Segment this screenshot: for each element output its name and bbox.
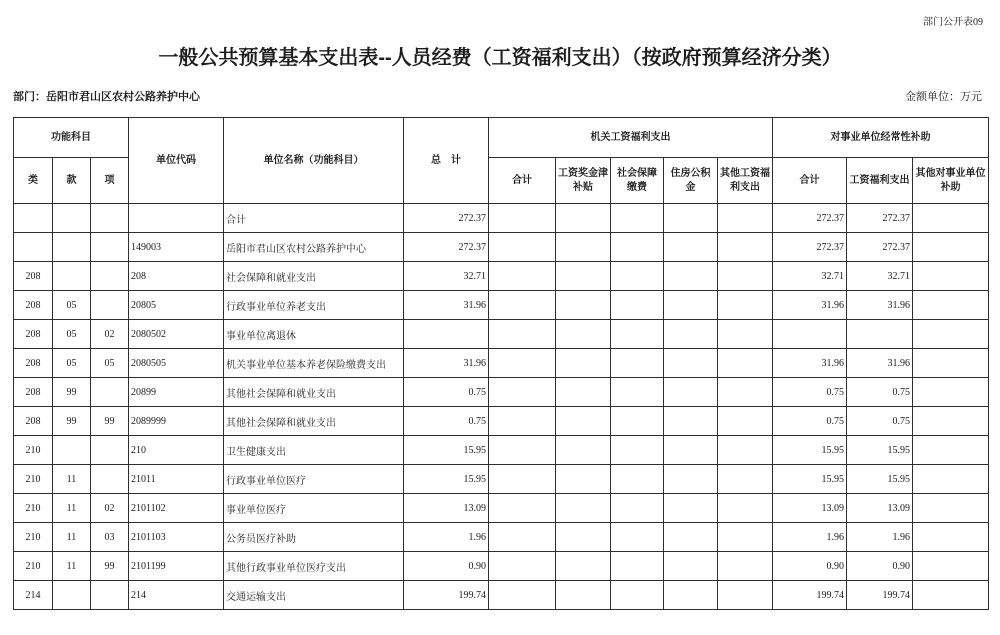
header-unit-name: 单位名称（功能科目）	[224, 118, 404, 204]
cell-org-3	[664, 378, 718, 407]
cell-inst-1: 13.09	[847, 494, 913, 523]
table-body	[14, 204, 989, 610]
cell-item-code	[91, 465, 129, 494]
cell-item-code: 02	[91, 494, 129, 523]
cell-item-code: 02	[91, 320, 129, 349]
cell-org-2	[611, 523, 664, 552]
page-title: 一般公共预算基本支出表--人员经费（工资福利支出）（按政府预算经济分类）	[158, 47, 842, 69]
header-section: 款	[53, 158, 91, 204]
cell-class-code	[14, 233, 53, 262]
table-row	[14, 233, 989, 262]
cell-inst-0: 272.37	[773, 204, 847, 233]
cell-unit-name: 公务员医疗补助	[224, 523, 404, 552]
header-inst-wage-welfare: 工资福利支出	[847, 158, 913, 204]
budget-table	[13, 117, 989, 610]
cell-class-code: 208	[14, 349, 53, 378]
cell-class-code	[14, 204, 53, 233]
cell-unit-code: 2101103	[129, 523, 224, 552]
cell-unit-code: 214	[129, 581, 224, 610]
cell-inst-1: 0.90	[847, 552, 913, 581]
cell-inst-2	[913, 436, 989, 465]
table-row	[14, 204, 989, 233]
cell-unit-code: 2080505	[129, 349, 224, 378]
cell-unit-name: 社会保障和就业支出	[224, 262, 404, 291]
cell-org-1	[556, 233, 611, 262]
cell-org-2	[611, 552, 664, 581]
cell-total: 15.95	[404, 436, 489, 465]
cell-org-3	[664, 291, 718, 320]
cell-inst-2	[913, 407, 989, 436]
cell-org-0	[489, 581, 556, 610]
cell-org-2	[611, 233, 664, 262]
cell-org-0	[489, 204, 556, 233]
cell-unit-name: 卫生健康支出	[224, 436, 404, 465]
header-class: 类	[14, 158, 53, 204]
cell-unit-name: 合计	[224, 204, 404, 233]
cell-total: 272.37	[404, 233, 489, 262]
table-row	[14, 262, 989, 291]
cell-unit-name: 机关事业单位基本养老保险缴费支出	[224, 349, 404, 378]
cell-inst-1: 199.74	[847, 581, 913, 610]
cell-item-code: 99	[91, 552, 129, 581]
cell-section-code: 11	[53, 494, 91, 523]
cell-org-1	[556, 523, 611, 552]
header-org-group: 机关工资福利支出	[489, 118, 773, 158]
cell-class-code: 210	[14, 436, 53, 465]
meta-row	[13, 88, 982, 104]
cell-inst-0: 199.74	[773, 581, 847, 610]
cell-unit-name: 事业单位离退休	[224, 320, 404, 349]
cell-org-4	[718, 494, 773, 523]
cell-unit-code: 2089999	[129, 407, 224, 436]
cell-org-0	[489, 436, 556, 465]
cell-total: 199.74	[404, 581, 489, 610]
cell-org-1	[556, 407, 611, 436]
cell-inst-2	[913, 233, 989, 262]
cell-inst-0: 31.96	[773, 349, 847, 378]
cell-class-code: 210	[14, 552, 53, 581]
cell-org-1	[556, 494, 611, 523]
header-total: 总 计	[404, 118, 489, 204]
table-row	[14, 523, 989, 552]
cell-org-4	[718, 320, 773, 349]
cell-inst-1: 32.71	[847, 262, 913, 291]
cell-org-4	[718, 523, 773, 552]
cell-section-code: 05	[53, 291, 91, 320]
table-row	[14, 291, 989, 320]
cell-org-4	[718, 581, 773, 610]
cell-org-3	[664, 523, 718, 552]
cell-org-1	[556, 291, 611, 320]
cell-org-3	[664, 262, 718, 291]
cell-class-code: 208	[14, 262, 53, 291]
cell-org-4	[718, 407, 773, 436]
cell-org-4	[718, 204, 773, 233]
cell-unit-name: 其他社会保障和就业支出	[224, 407, 404, 436]
cell-org-2	[611, 262, 664, 291]
department-label: 部门：岳阳市君山区农村公路养护中心	[13, 91, 200, 103]
cell-org-4	[718, 349, 773, 378]
cell-org-1	[556, 349, 611, 378]
cell-unit-code: 2101102	[129, 494, 224, 523]
cell-total: 0.75	[404, 378, 489, 407]
cell-inst-2	[913, 262, 989, 291]
cell-class-code: 210	[14, 465, 53, 494]
cell-unit-code	[129, 204, 224, 233]
cell-inst-1: 15.95	[847, 465, 913, 494]
cell-unit-name: 行政事业单位医疗	[224, 465, 404, 494]
cell-total: 32.71	[404, 262, 489, 291]
header-inst-group: 对事业单位经常性补助	[773, 118, 989, 158]
header-org-subtotal: 合计	[489, 158, 556, 204]
table-row	[14, 320, 989, 349]
cell-org-4	[718, 262, 773, 291]
cell-section-code: 05	[53, 349, 91, 378]
cell-org-4	[718, 378, 773, 407]
cell-org-4	[718, 233, 773, 262]
cell-inst-0: 13.09	[773, 494, 847, 523]
cell-item-code	[91, 262, 129, 291]
cell-inst-0: 0.90	[773, 552, 847, 581]
cell-inst-0: 0.75	[773, 378, 847, 407]
cell-org-0	[489, 552, 556, 581]
cell-item-code	[91, 291, 129, 320]
cell-inst-1	[847, 320, 913, 349]
cell-org-0	[489, 407, 556, 436]
cell-item-code: 99	[91, 407, 129, 436]
cell-org-2	[611, 494, 664, 523]
cell-inst-2	[913, 552, 989, 581]
cell-inst-1: 1.96	[847, 523, 913, 552]
cell-item-code	[91, 233, 129, 262]
cell-org-3	[664, 349, 718, 378]
cell-section-code	[53, 581, 91, 610]
cell-inst-0: 15.95	[773, 465, 847, 494]
cell-inst-0: 32.71	[773, 262, 847, 291]
cell-inst-2	[913, 349, 989, 378]
cell-total: 1.96	[404, 523, 489, 552]
cell-inst-2	[913, 378, 989, 407]
cell-org-1	[556, 378, 611, 407]
cell-inst-1: 15.95	[847, 436, 913, 465]
cell-org-1	[556, 552, 611, 581]
cell-org-3	[664, 465, 718, 494]
cell-item-code	[91, 378, 129, 407]
cell-unit-name: 岳阳市君山区农村公路养护中心	[224, 233, 404, 262]
cell-inst-0: 272.37	[773, 233, 847, 262]
cell-org-3	[664, 581, 718, 610]
cell-total: 15.95	[404, 465, 489, 494]
cell-org-2	[611, 465, 664, 494]
cell-unit-name: 其他社会保障和就业支出	[224, 378, 404, 407]
cell-org-0	[489, 262, 556, 291]
cell-org-3	[664, 494, 718, 523]
cell-inst-0	[773, 320, 847, 349]
cell-inst-0: 31.96	[773, 291, 847, 320]
cell-org-2	[611, 291, 664, 320]
header-func-subject: 功能科目	[14, 118, 129, 158]
cell-org-0	[489, 349, 556, 378]
cell-org-4	[718, 436, 773, 465]
cell-unit-name: 其他行政事业单位医疗支出	[224, 552, 404, 581]
cell-section-code	[53, 262, 91, 291]
cell-inst-1: 0.75	[847, 407, 913, 436]
cell-class-code: 214	[14, 581, 53, 610]
cell-class-code: 210	[14, 523, 53, 552]
cell-org-0	[489, 320, 556, 349]
cell-org-0	[489, 465, 556, 494]
cell-inst-2	[913, 291, 989, 320]
cell-section-code: 11	[53, 523, 91, 552]
cell-item-code: 03	[91, 523, 129, 552]
cell-org-0	[489, 494, 556, 523]
cell-inst-1: 0.75	[847, 378, 913, 407]
cell-inst-2	[913, 494, 989, 523]
table-row	[14, 581, 989, 610]
cell-org-0	[489, 291, 556, 320]
header-org-other: 其他工资福利支出	[718, 158, 773, 204]
cell-org-0	[489, 378, 556, 407]
cell-inst-2	[913, 523, 989, 552]
header-item: 项	[91, 158, 129, 204]
cell-inst-2	[913, 465, 989, 494]
cell-org-3	[664, 552, 718, 581]
cell-org-0	[489, 523, 556, 552]
cell-org-2	[611, 378, 664, 407]
table-header	[14, 118, 989, 204]
cell-total: 31.96	[404, 349, 489, 378]
cell-org-1	[556, 465, 611, 494]
cell-inst-1: 31.96	[847, 291, 913, 320]
cell-unit-name: 事业单位医疗	[224, 494, 404, 523]
cell-section-code: 99	[53, 407, 91, 436]
cell-unit-name: 行政事业单位养老支出	[224, 291, 404, 320]
cell-unit-code: 2080502	[129, 320, 224, 349]
cell-total: 31.96	[404, 291, 489, 320]
table-row	[14, 349, 989, 378]
cell-inst-2	[913, 320, 989, 349]
cell-unit-code: 210	[129, 436, 224, 465]
cell-unit-code: 20805	[129, 291, 224, 320]
cell-org-3	[664, 320, 718, 349]
cell-org-4	[718, 552, 773, 581]
header-org-wage-bonus: 工资奖金津补贴	[556, 158, 611, 204]
cell-section-code	[53, 204, 91, 233]
cell-inst-2	[913, 581, 989, 610]
cell-class-code: 208	[14, 407, 53, 436]
header-org-housing-fund: 住房公积金	[664, 158, 718, 204]
cell-unit-code: 20899	[129, 378, 224, 407]
header-inst-subtotal: 合计	[773, 158, 847, 204]
cell-inst-2	[913, 204, 989, 233]
cell-total: 13.09	[404, 494, 489, 523]
cell-org-2	[611, 204, 664, 233]
cell-org-3	[664, 407, 718, 436]
cell-org-2	[611, 436, 664, 465]
cell-total: 0.75	[404, 407, 489, 436]
cell-inst-1: 272.37	[847, 204, 913, 233]
cell-org-4	[718, 291, 773, 320]
cell-item-code	[91, 436, 129, 465]
cell-class-code: 210	[14, 494, 53, 523]
cell-inst-0: 15.95	[773, 436, 847, 465]
cell-org-0	[489, 233, 556, 262]
cell-org-1	[556, 581, 611, 610]
header-org-social-security: 社会保障缴费	[611, 158, 664, 204]
cell-class-code: 208	[14, 291, 53, 320]
cell-org-1	[556, 436, 611, 465]
cell-org-2	[611, 581, 664, 610]
cell-inst-0: 1.96	[773, 523, 847, 552]
cell-org-2	[611, 407, 664, 436]
cell-section-code: 99	[53, 378, 91, 407]
cell-total: 272.37	[404, 204, 489, 233]
table-row	[14, 407, 989, 436]
cell-inst-1: 31.96	[847, 349, 913, 378]
cell-class-code: 208	[14, 378, 53, 407]
cell-org-1	[556, 262, 611, 291]
cell-org-1	[556, 320, 611, 349]
cell-unit-code: 21011	[129, 465, 224, 494]
cell-inst-0: 0.75	[773, 407, 847, 436]
cell-unit-code: 149003	[129, 233, 224, 262]
cell-item-code	[91, 581, 129, 610]
header-unit-code: 单位代码	[129, 118, 224, 204]
cell-org-3	[664, 436, 718, 465]
cell-section-code: 05	[53, 320, 91, 349]
cell-org-2	[611, 320, 664, 349]
cell-total: 0.90	[404, 552, 489, 581]
cell-section-code	[53, 233, 91, 262]
cell-unit-code: 2101199	[129, 552, 224, 581]
table-row	[14, 494, 989, 523]
cell-unit-code: 208	[129, 262, 224, 291]
cell-section-code	[53, 436, 91, 465]
doc-label: 部门公开表09	[923, 17, 983, 28]
cell-org-3	[664, 233, 718, 262]
table-row	[14, 465, 989, 494]
cell-org-3	[664, 204, 718, 233]
cell-section-code: 11	[53, 465, 91, 494]
cell-item-code: 05	[91, 349, 129, 378]
cell-section-code: 11	[53, 552, 91, 581]
table-row	[14, 378, 989, 407]
cell-org-2	[611, 349, 664, 378]
cell-item-code	[91, 204, 129, 233]
table-row	[14, 436, 989, 465]
cell-class-code: 208	[14, 320, 53, 349]
table-row	[14, 552, 989, 581]
cell-inst-1: 272.37	[847, 233, 913, 262]
cell-org-4	[718, 465, 773, 494]
cell-total	[404, 320, 489, 349]
cell-unit-name: 交通运输支出	[224, 581, 404, 610]
amount-unit-label: 金额单位：万元	[905, 91, 982, 103]
header-inst-other: 其他对事业单位补助	[913, 158, 989, 204]
cell-org-1	[556, 204, 611, 233]
